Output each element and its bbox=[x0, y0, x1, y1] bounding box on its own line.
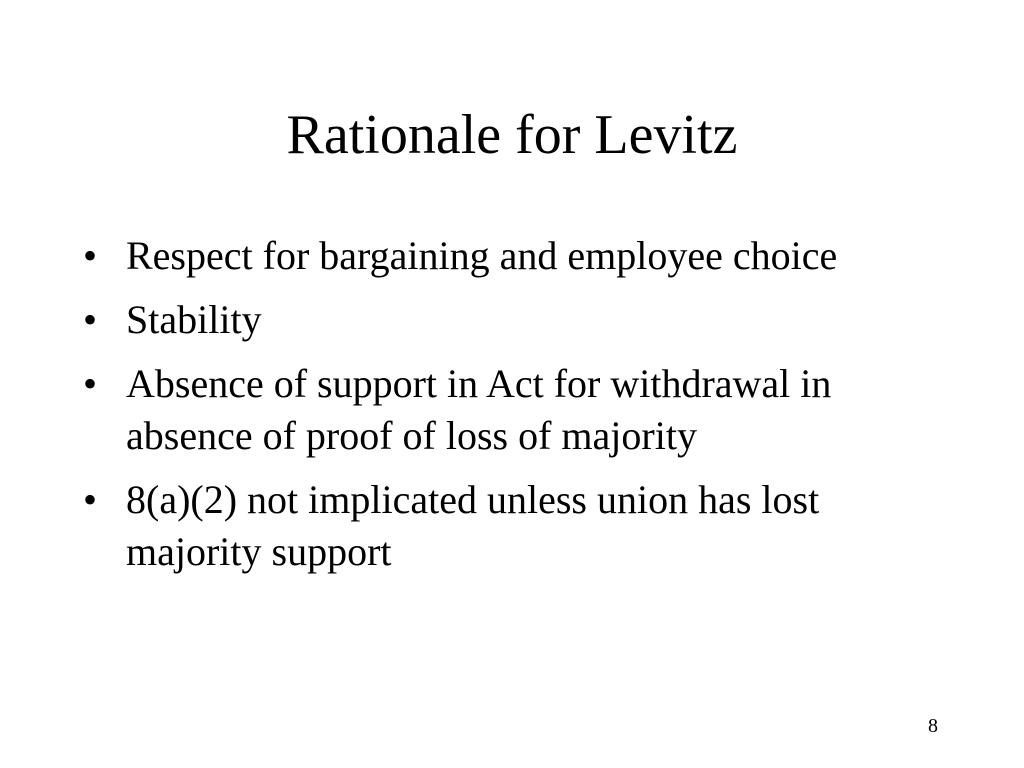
bullet-icon: • bbox=[83, 477, 98, 522]
slide-number: 8 bbox=[928, 715, 938, 737]
bullet-list bbox=[83, 230, 963, 590]
bullet-icon: • bbox=[83, 361, 98, 406]
bullet-item bbox=[83, 474, 963, 578]
slide-title: Rationale for Levitz bbox=[286, 104, 738, 166]
bullet-item bbox=[83, 294, 963, 346]
bullet-text: Respect for bargaining and employee choice bbox=[126, 233, 838, 278]
bullet-text: 8(a)(2) not implicated unless union has lost majority support bbox=[126, 477, 820, 574]
bullet-item bbox=[83, 358, 963, 462]
bullet-text: Absence of support in Act for withdrawal in absence of proof of loss of majority bbox=[126, 361, 832, 458]
bullet-text: Stability bbox=[126, 297, 262, 342]
bullet-icon: • bbox=[83, 233, 98, 278]
bullet-item bbox=[83, 230, 963, 282]
bullet-icon: • bbox=[83, 297, 98, 342]
